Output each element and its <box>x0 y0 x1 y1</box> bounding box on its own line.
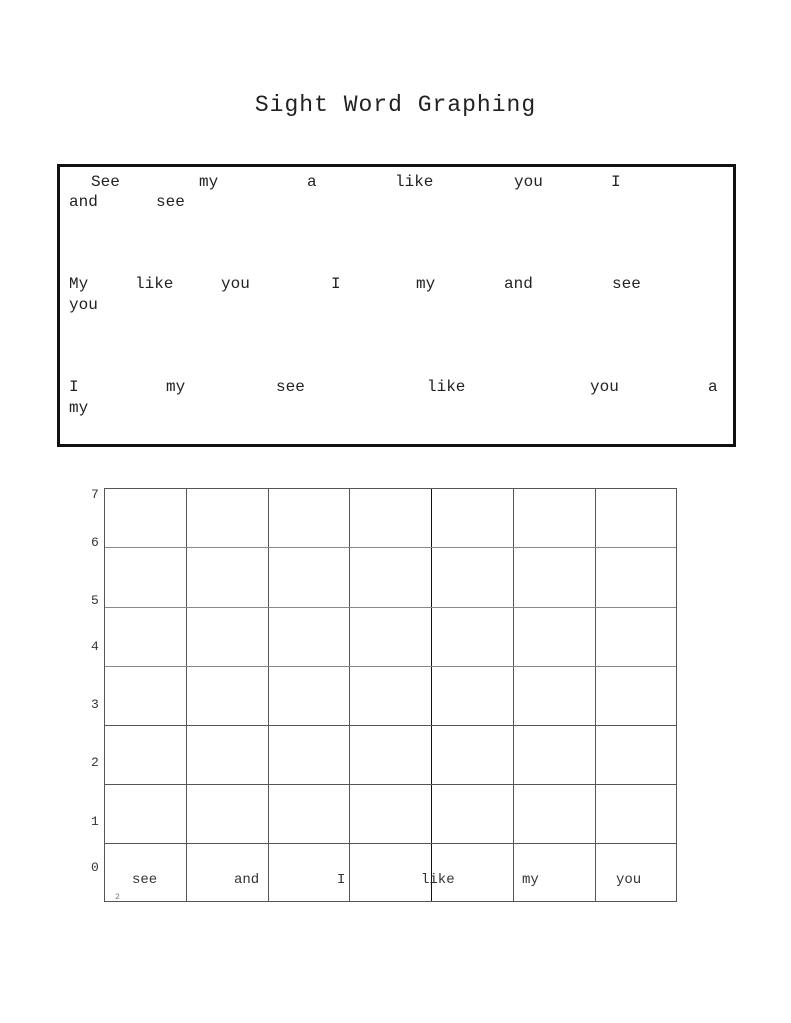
page-title: Sight Word Graphing <box>254 92 537 118</box>
passage-word: see <box>156 193 185 211</box>
y-axis-label: 6 <box>91 535 99 550</box>
grid-column-line <box>186 489 187 901</box>
passage-word: like <box>395 173 434 191</box>
y-axis-label: 1 <box>91 814 99 829</box>
x-axis-label-see: see <box>132 872 158 888</box>
x-axis-label-like: like <box>421 872 455 888</box>
y-axis-label: 4 <box>91 639 99 654</box>
bar-graph-grid <box>104 488 677 902</box>
passage-word: See <box>91 173 120 191</box>
y-axis-label: 7 <box>91 487 99 502</box>
x-axis-label-my: my <box>522 872 539 888</box>
passage-word: you <box>69 296 98 314</box>
grid-row-line <box>105 666 676 667</box>
y-axis-label: 3 <box>91 697 99 712</box>
passage-word: you <box>221 275 250 293</box>
passage-word: a <box>307 173 317 191</box>
y-axis-label: 0 <box>91 860 99 875</box>
passage-word: my <box>199 173 219 191</box>
passage-word: I <box>611 173 621 191</box>
cut-off-label: 2 <box>115 893 120 902</box>
grid-row-line <box>105 784 676 785</box>
passage-word: and <box>504 275 533 293</box>
passage-word: a <box>708 378 718 396</box>
x-axis-label-you: you <box>616 872 642 888</box>
passage-word: my <box>166 378 186 396</box>
passage-word: like <box>135 275 174 293</box>
passage-word: see <box>276 378 305 396</box>
passage-word: you <box>590 378 619 396</box>
grid-column-line <box>595 489 596 901</box>
y-axis-label: 5 <box>91 593 99 608</box>
passage-word: My <box>69 275 89 293</box>
grid-row-line <box>105 607 676 608</box>
grid-row-line <box>105 547 676 548</box>
x-axis-label-and: and <box>234 872 260 888</box>
sight-word-passage-box <box>57 164 736 447</box>
grid-column-line <box>268 489 269 901</box>
grid-row-line <box>105 725 676 726</box>
grid-column-line <box>349 489 350 901</box>
x-axis-label-i: I <box>337 872 346 888</box>
grid-column-line <box>513 489 514 901</box>
passage-word: my <box>416 275 436 293</box>
passage-word: like <box>427 378 466 396</box>
passage-word: my <box>69 399 89 417</box>
grid-column-line <box>431 489 432 901</box>
passage-word: and <box>69 193 98 211</box>
grid-row-line <box>105 843 676 844</box>
y-axis-label: 2 <box>91 755 99 770</box>
passage-word: you <box>514 173 543 191</box>
passage-word: see <box>612 275 641 293</box>
passage-word: I <box>331 275 341 293</box>
passage-word: I <box>69 378 79 396</box>
